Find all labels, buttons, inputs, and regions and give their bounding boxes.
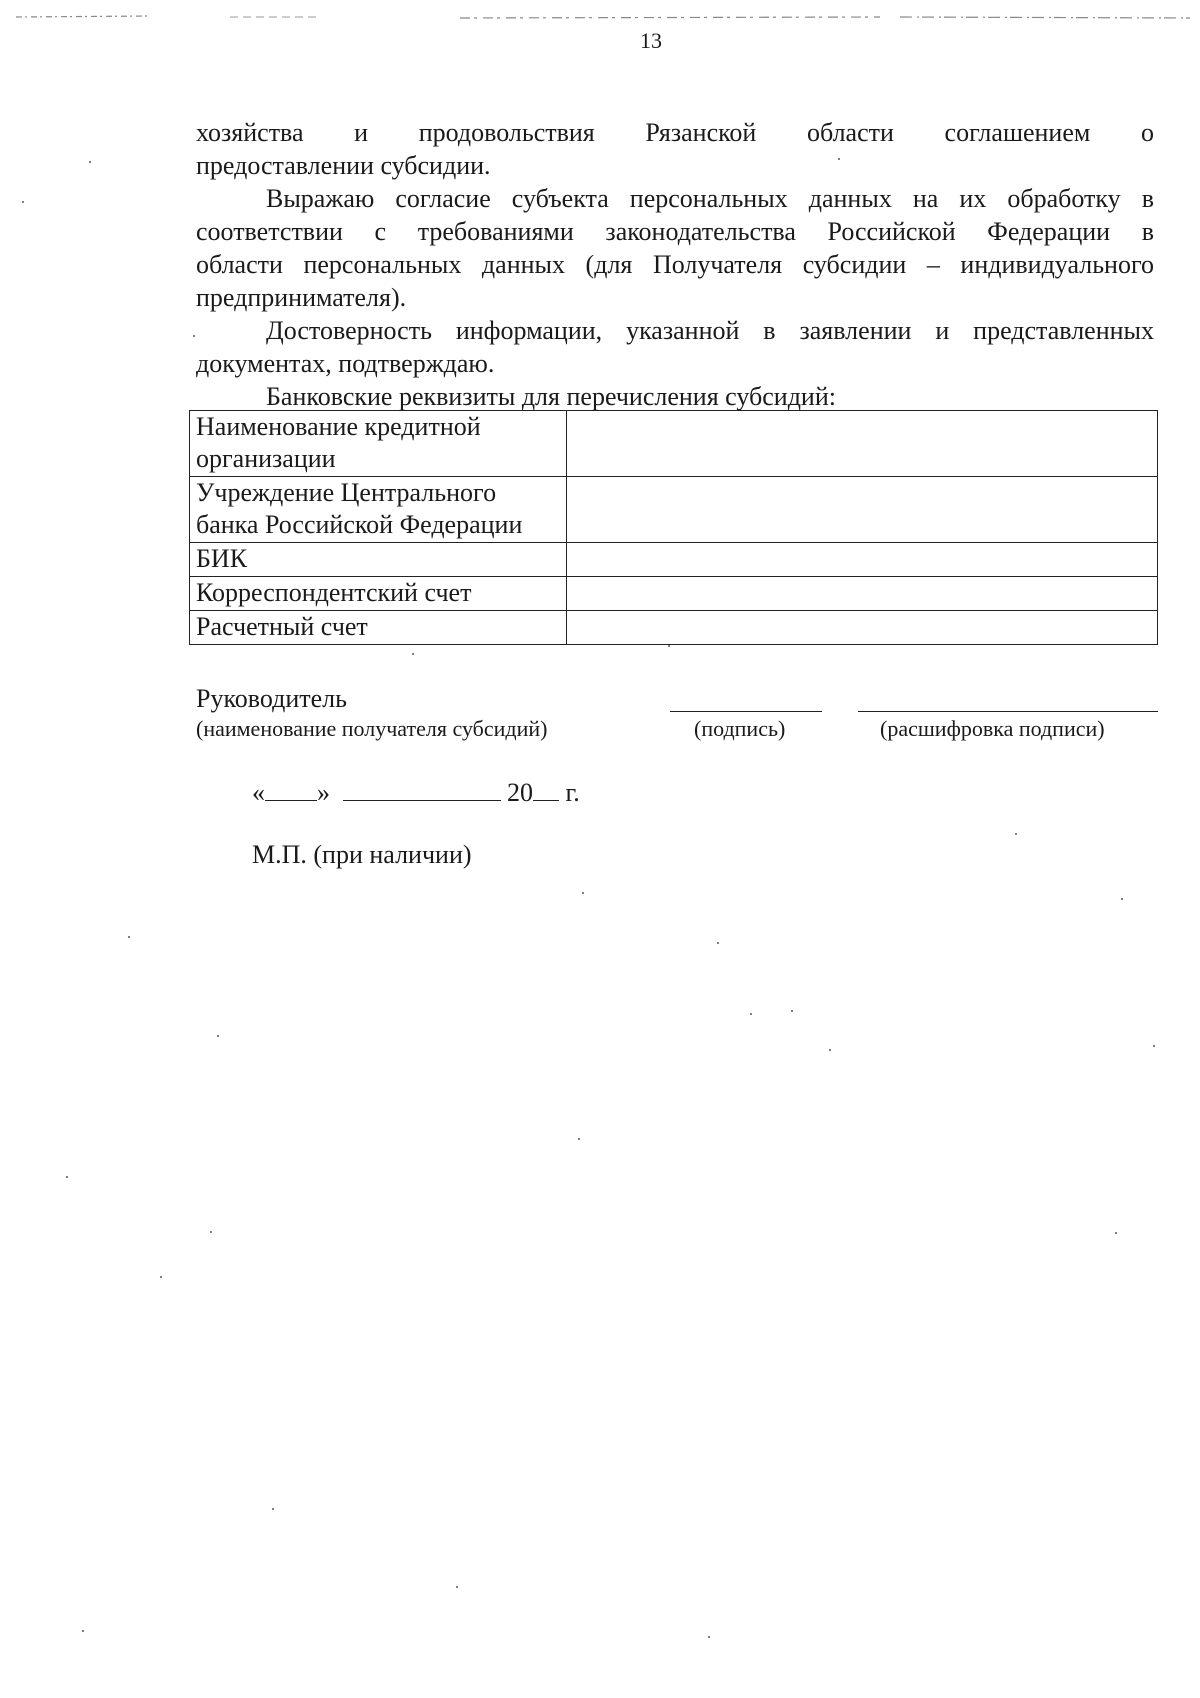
word: продовольствия — [418, 118, 595, 147]
scan-speck — [791, 1010, 793, 1012]
correspondent-account-value[interactable] — [567, 577, 1158, 611]
reliability-paragraph — [196, 314, 1154, 380]
scan-speck — [1153, 1045, 1155, 1047]
scan-speck — [89, 161, 91, 163]
signature-title: Руководитель — [196, 684, 347, 713]
scan-speck — [456, 1586, 458, 1588]
table-row — [190, 543, 1158, 577]
consent-line: предпринимателя). — [196, 283, 407, 312]
word: Рязанской — [645, 118, 757, 147]
consent-paragraph — [196, 182, 1154, 314]
decoding-line[interactable] — [858, 711, 1158, 712]
central-bank-label: Учреждение Центрального банка Российской Федерации — [190, 477, 567, 543]
reliability-line: Достоверность информации, указанной в заявлении и представленных — [266, 316, 1154, 345]
scan-speck — [750, 1013, 752, 1015]
consent-line: соответствии с требованиями законодательства Российской Федерации в — [196, 217, 1154, 246]
open-quote: « — [252, 778, 265, 807]
decoding-caption: (расшифровка подписи) — [880, 716, 1105, 741]
continuation-paragraph — [196, 116, 1154, 182]
scan-speck — [717, 942, 719, 944]
word: соглашением — [944, 118, 1091, 147]
page-number: 13 — [640, 28, 662, 53]
scan-noise — [0, 14, 1200, 22]
table-row — [190, 577, 1158, 611]
year-prefix: 20 — [507, 778, 533, 807]
word: и — [354, 118, 369, 147]
bik-value[interactable] — [567, 543, 1158, 577]
settlement-account-value[interactable] — [567, 611, 1158, 645]
scan-speck — [66, 1176, 68, 1178]
reliability-line: документах, подтверждаю. — [196, 349, 495, 378]
settlement-account-label: Расчетный счет — [190, 611, 567, 645]
scan-speck — [160, 1276, 162, 1278]
scan-speck — [668, 645, 670, 647]
scan-speck — [582, 892, 584, 894]
central-bank-value[interactable] — [567, 477, 1158, 543]
scan-speck — [708, 1636, 710, 1638]
date-line — [252, 778, 580, 808]
recipient-caption: (наименование получателя субсидий) — [196, 716, 548, 741]
day-blank[interactable] — [265, 778, 317, 801]
consent-line: Выражаю согласие субъекта персональных данных на их обработку в — [266, 184, 1154, 213]
word: о — [1140, 118, 1154, 147]
year-blank[interactable] — [533, 778, 559, 801]
scan-speck — [82, 1630, 84, 1632]
consent-line: области персональных данных (для Получателя субсидии – индивидуального — [196, 250, 1154, 279]
close-quote: » — [317, 778, 330, 807]
continuation-line-2: предоставлении субсидии. — [196, 151, 491, 180]
signature-line[interactable] — [670, 711, 822, 712]
scan-speck — [128, 936, 130, 938]
scan-speck — [1015, 833, 1017, 835]
bik-label: БИК — [190, 543, 567, 577]
correspondent-account-label: Корреспондентский счет — [190, 577, 567, 611]
table-row — [190, 611, 1158, 645]
table-row — [190, 411, 1158, 477]
scan-speck — [412, 653, 414, 655]
continuation-line-1 — [196, 116, 1154, 149]
scan-speck — [578, 1138, 580, 1140]
scan-speck — [193, 335, 195, 337]
scan-speck — [22, 201, 24, 203]
scan-speck — [210, 1231, 212, 1233]
bank-details-table — [189, 410, 1158, 645]
word: хозяйства — [196, 118, 304, 147]
scan-speck — [838, 158, 840, 160]
bank-name-label: Наименование кредитной организации — [190, 411, 567, 477]
scan-speck — [829, 1049, 831, 1051]
bank-name-value[interactable] — [567, 411, 1158, 477]
signature-caption: (подпись) — [694, 716, 786, 741]
bank-intro: Банковские реквизиты для перечисления субсидий: — [266, 382, 836, 411]
scan-speck — [217, 1035, 219, 1037]
month-blank[interactable] — [343, 778, 501, 801]
signature-block — [196, 684, 1158, 744]
stamp-label: М.П. (при наличии) — [252, 840, 472, 869]
table-row — [190, 477, 1158, 543]
scan-speck — [1115, 1232, 1117, 1234]
scan-speck — [1121, 898, 1123, 900]
word: области — [806, 118, 894, 147]
scan-speck — [272, 1508, 274, 1510]
year-suffix: г. — [565, 778, 580, 807]
